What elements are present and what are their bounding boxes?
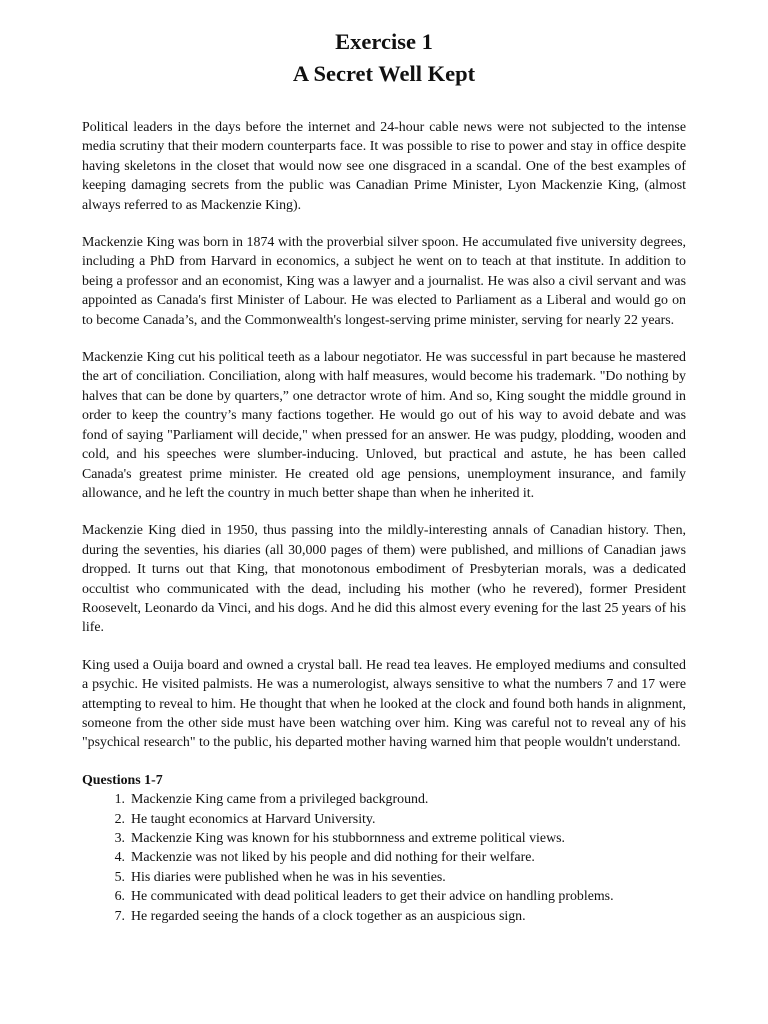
question-number: 5. <box>114 869 125 885</box>
question-item <box>82 790 686 809</box>
question-number: 7. <box>114 908 125 924</box>
question-item <box>82 829 686 848</box>
document-page <box>82 26 686 926</box>
question-text: His diaries were published when he was in his seventies. <box>131 869 446 885</box>
question-text: Mackenzie King was known for his stubbornness and extreme political views. <box>131 831 565 846</box>
paragraph-4: Mackenzie King died in 1950, thus passing into the mildly-interesting annals of Canadian history. Then, during the seventies, his diaries (all 30,000 pages of them) were published, and millions of Canadian jaws dropped. It turns out that King, that monotonous embodiment of Presbyterian morals, was a dedicated occultist who communicated with the dead, including his mother (who he revered), former President Roosevelt, Leonardo da Vinci, and his dogs. And he did this almost every evening for the last 25 years of his life. <box>82 523 686 636</box>
question-text: He taught economics at Harvard University. <box>131 811 376 827</box>
paragraph-3: Mackenzie King cut his political teeth as a labour negotiator. He was successful in part because he mastered the art of conciliation. Conciliation, along with half measures, would become his trademark. "Do nothing by halves that can be done by quarters,” one detractor wrote of him. And so, King sought the middle ground in order to keep the country’s many factions together. He would go out of his way to avoid debate and was fond of saying "Parliament will decide," when pressed for an answer. He was pudgy, plodding, wooden and cold, and his speeches were slumber-inducing. Unloved, but practical and astute, he has been called Canada's greatest prime minister. He created old age pensions, unemployment insurance, and family allowance, and he left the country in much better shape than when he inherited it. <box>82 350 686 501</box>
paragraph-2: Mackenzie King was born in 1874 with the proverbial silver spoon. He accumulated five university degrees, including a PhD from Harvard in economics, a subject he went on to teach at that institute. In addition to being a professor and an economist, King was a lawyer and a journalist. He was also a civil servant and was appointed as Canada's first Minister of Labour. He was elected to Parliament as a Liberal and would go on to become Canada’s, and the Commonwealth's longest-serving prime minister, serving for nearly 22 years. <box>82 235 686 328</box>
title-block <box>82 26 686 90</box>
question-item <box>82 848 686 867</box>
paragraph-5: King used a Ouija board and owned a crystal ball. He read tea leaves. He employed mediums and consulted a psychic. He visited palmists. He was a numerologist, always sensitive to what the numbers 7 and 17 were attempting to reveal to him. He thought that when he looked at the clock and found both hands in alignment, someone from the other side must have been watching over him. King was careful not to reveal any of his "psychical research" to the public, his departed mother having warned him that people wouldn't understand. <box>82 657 686 751</box>
question-text: Mackenzie King came from a privileged background. <box>131 792 429 808</box>
question-text: Mackenzie was not liked by his people and did nothing for their welfare. <box>131 850 535 866</box>
question-item <box>82 810 686 829</box>
passage-title: A Secret Well Kept <box>292 61 476 86</box>
question-item <box>82 907 686 926</box>
question-item <box>82 887 686 906</box>
paragraph-1: Political leaders in the days before the internet and 24-hour cable news were not subjected to the intense media scrutiny that their modern counterparts face. It was possible to rise to power and stay in office despite having skeletons in the closet that would now see one disgraced in a scandal. One of the best examples of keeping damaging secrets from the public was Canadian Prime Minister, Lyon Mackenzie King, (almost always referred to as Mackenzie King). <box>82 120 686 213</box>
question-number: 6. <box>114 889 125 905</box>
questions-list <box>82 790 686 926</box>
question-number: 3. <box>114 831 125 846</box>
questions-section <box>82 771 686 926</box>
question-number: 2. <box>114 811 125 827</box>
question-number: 1. <box>114 792 125 808</box>
question-text: He communicated with dead political leaders to get their advice on handling problems. <box>131 889 614 905</box>
exercise-title: Exercise 1 <box>335 29 433 54</box>
question-item <box>82 868 686 887</box>
question-number: 4. <box>114 850 125 866</box>
question-text: He regarded seeing the hands of a clock together as an auspicious sign. <box>131 908 526 924</box>
questions-heading: Questions 1-7 <box>82 772 163 788</box>
